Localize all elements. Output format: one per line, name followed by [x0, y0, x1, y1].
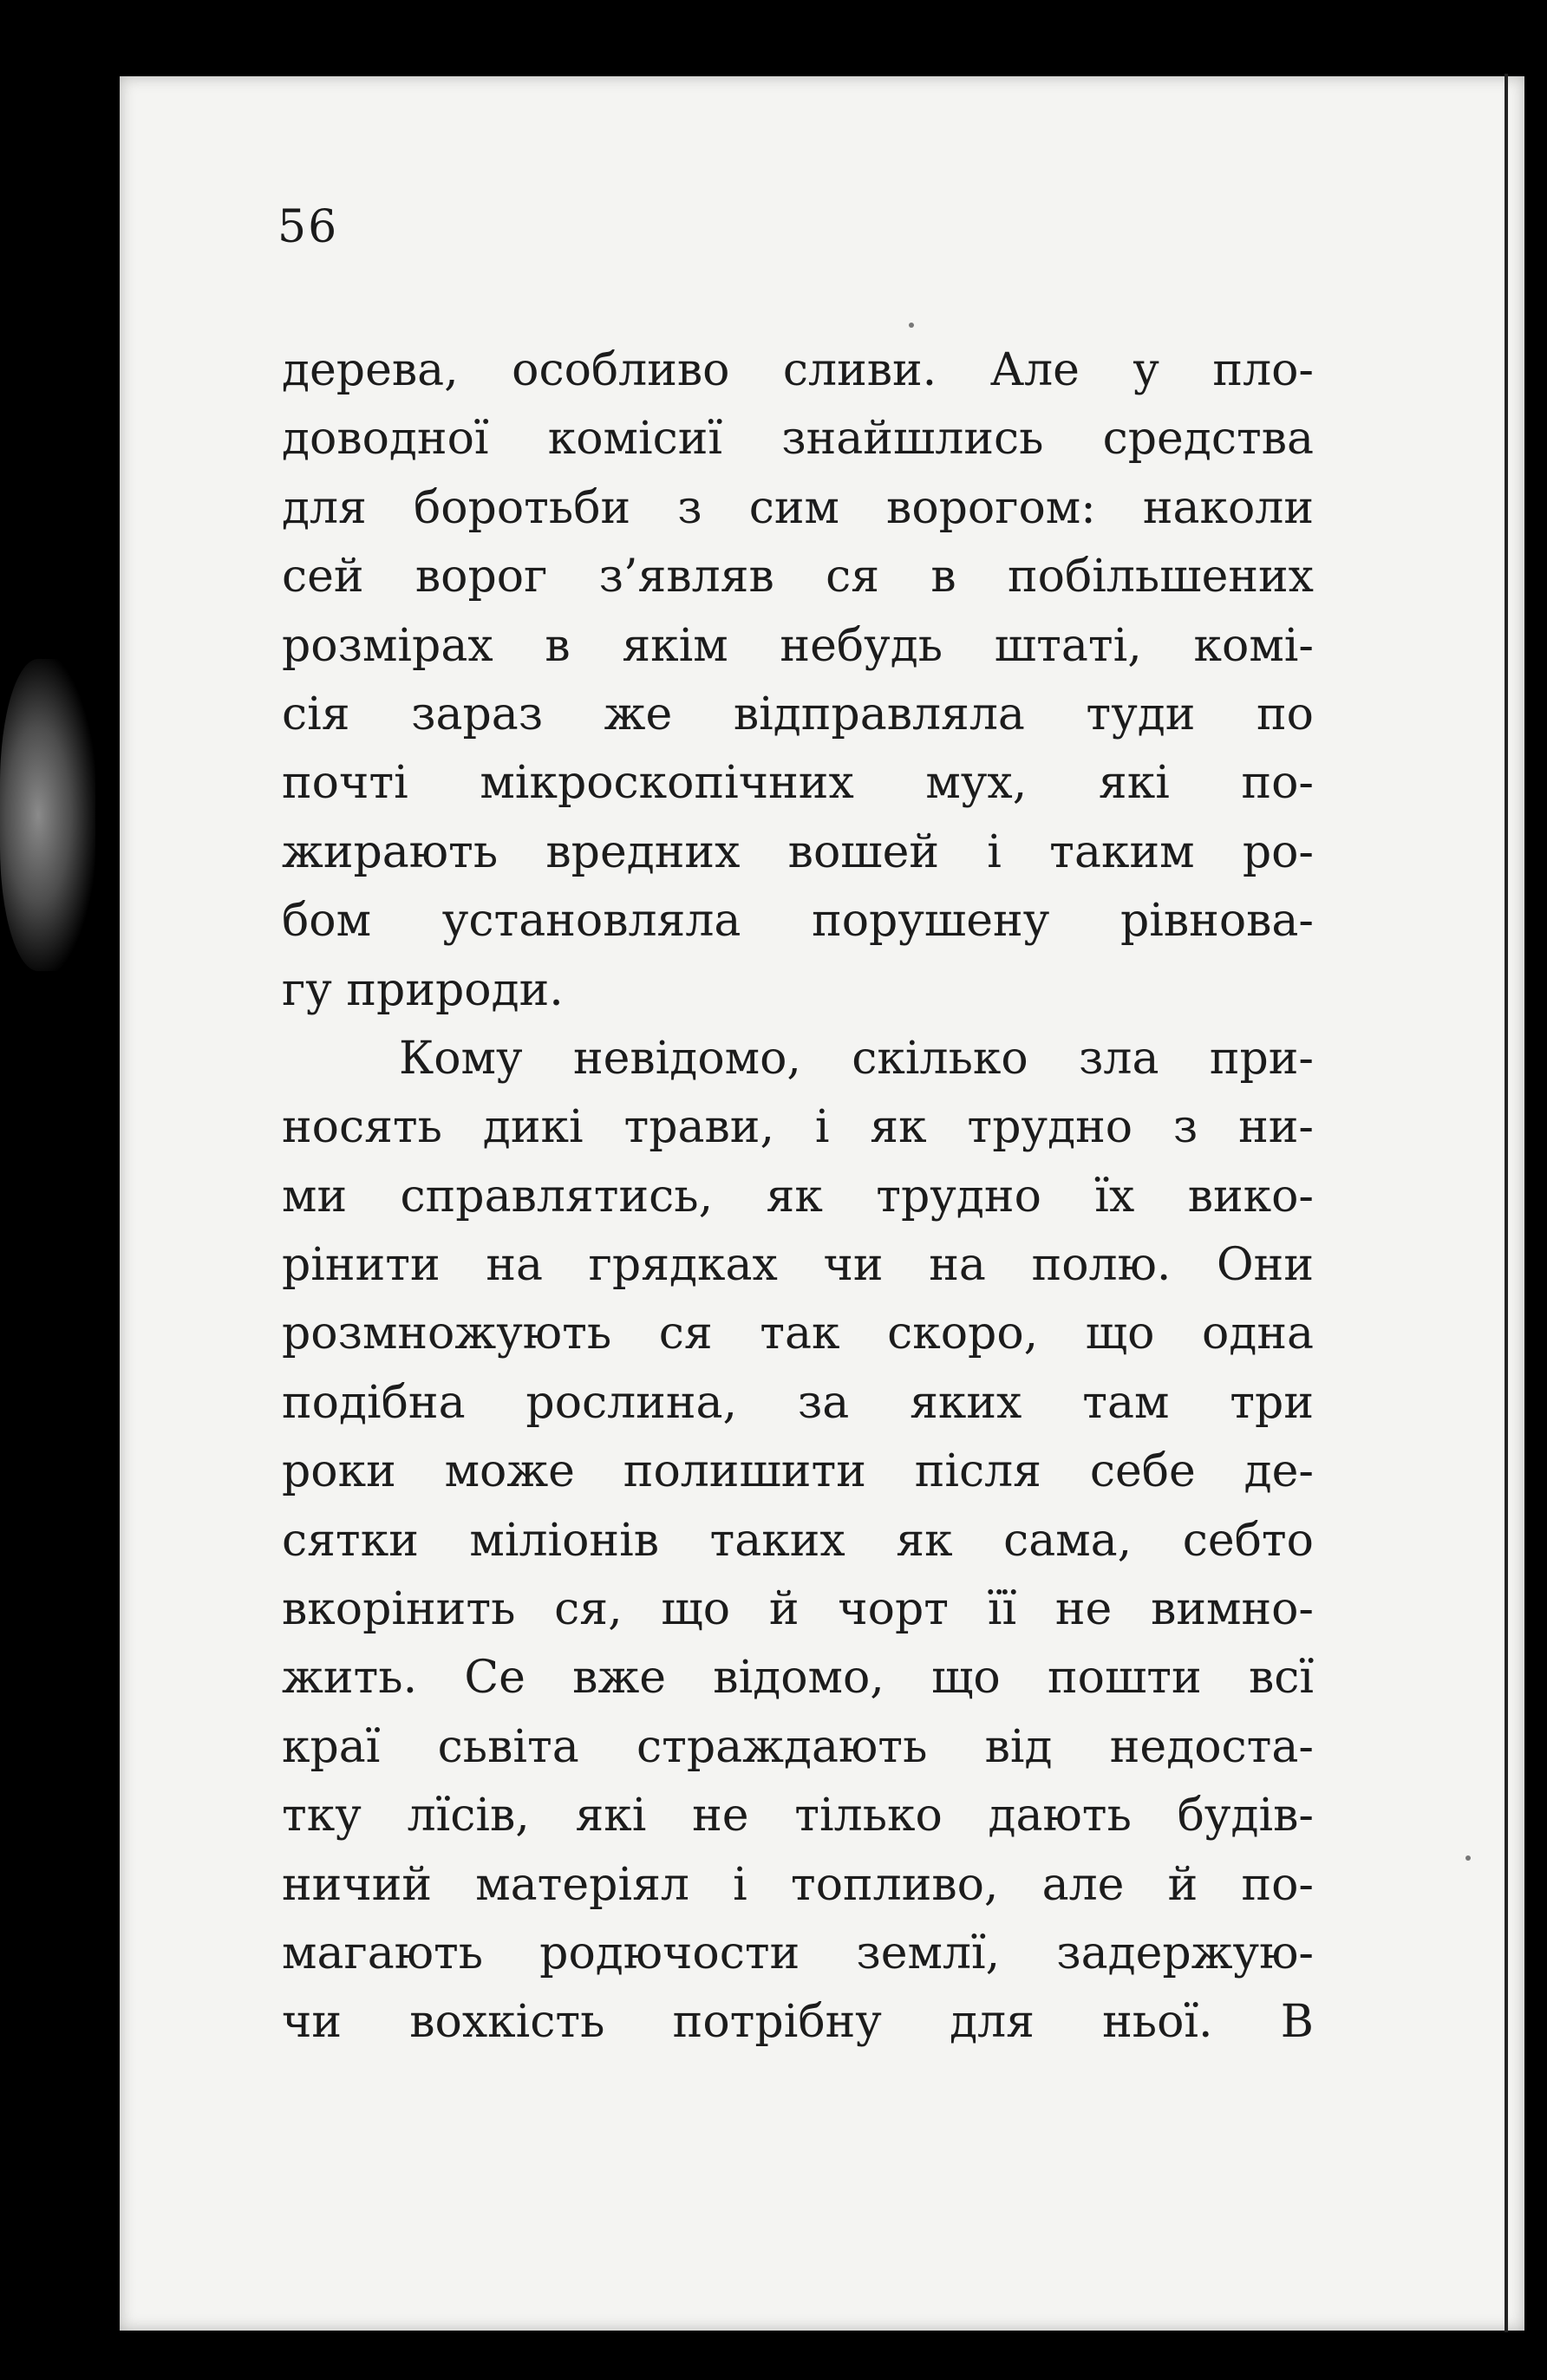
text-line: дерева, особливо сливи. Але у пло-: [282, 344, 1314, 396]
scan-smudge: [0, 659, 95, 971]
text-line: доводної комісиї знайшлись средства: [282, 413, 1314, 466]
text-line: рінити на грядках чи на полю. Они: [282, 1239, 1314, 1292]
text-line: сятки міліонів таких як сама, себто: [282, 1514, 1314, 1567]
text-line: ничий матеріял і топливо, але й по-: [282, 1858, 1314, 1911]
text-line: розмножують ся так скоро, що одна: [282, 1307, 1314, 1360]
body-text: [282, 336, 1314, 2057]
text-line: почті мікроскопічних мух, які по-: [282, 757, 1314, 810]
text-line: ми справлятись, як трудно їх вико-: [282, 1170, 1314, 1223]
text-line: сія зараз же відправляла туди по: [282, 688, 1314, 740]
page-edge: [1505, 74, 1508, 2332]
text-line: сей ворог з’являв ся в побільшених: [282, 551, 1314, 603]
text-line: магають родючости землї, задержую-: [282, 1927, 1314, 1979]
text-line: тку лїсів, які не тілько дають будів-: [282, 1790, 1314, 1842]
speck: [1465, 1855, 1471, 1861]
text-line: жирають вредних вошей і таким ро-: [282, 825, 1314, 878]
text-line: гу природи.: [282, 963, 564, 1016]
text-line: бом установляла порушену рівнова-: [282, 895, 1314, 948]
text-line: Кому невідомо, скілько зла при-: [399, 1032, 1314, 1085]
text-line: вкорінить ся, що й чорт її не вимно-: [282, 1583, 1314, 1636]
text-line: розмірах в якім небудь штаті, комі-: [282, 619, 1314, 672]
speck: [909, 323, 914, 328]
text-line: краї сьвіта страждають від недоста-: [282, 1720, 1314, 1773]
text-line: носять дикі трави, і як трудно з ни-: [282, 1101, 1314, 1154]
text-line: подібна рослина, за яких там три: [282, 1376, 1314, 1429]
text-line: чи вохкість потрібну для ньої. В: [282, 1996, 1314, 2049]
text-line: роки може полишити після себе де-: [282, 1445, 1314, 1498]
page-number: 56: [277, 201, 339, 253]
text-line: для боротьби з сим ворогом: наколи: [282, 481, 1314, 534]
text-line: жить. Се вже відомо, що пошти всї: [282, 1652, 1314, 1705]
